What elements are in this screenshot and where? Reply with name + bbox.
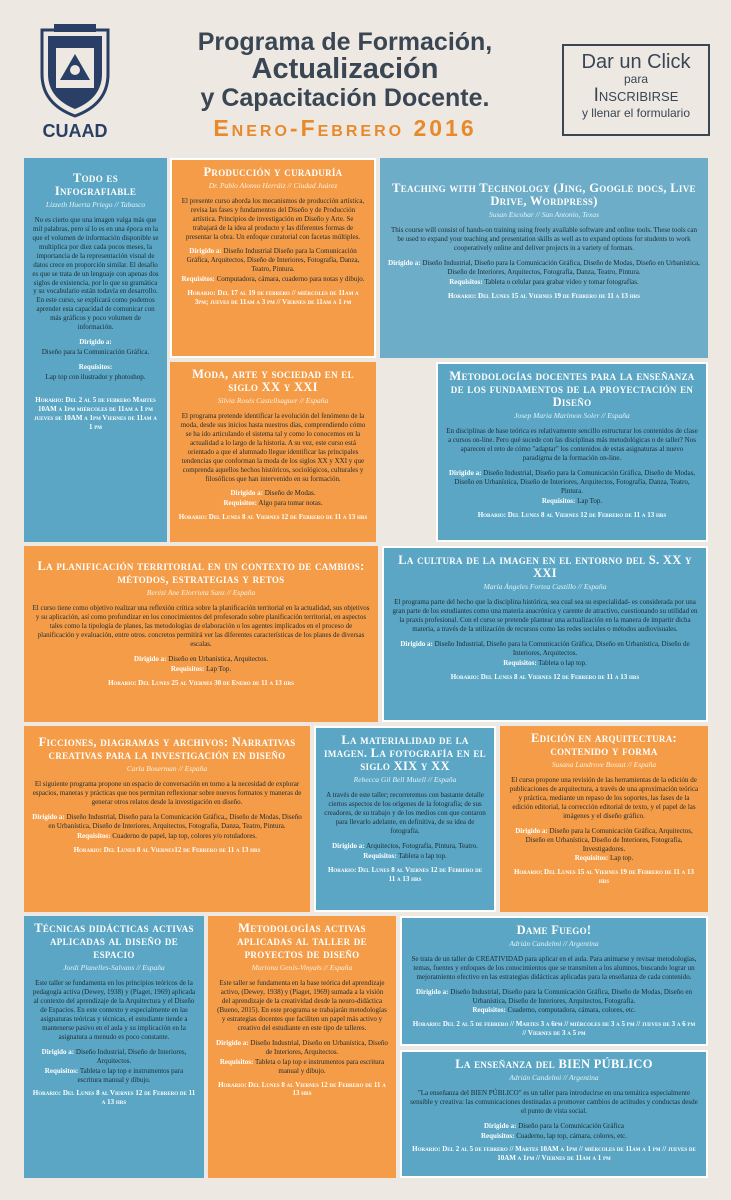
requisitos-value: Lap Top. <box>206 664 232 673</box>
course-author: Josep Maria Marimon Soler // España <box>514 411 630 421</box>
course-card-materialidad <box>314 726 496 912</box>
dirigido-label: Dirigido a: <box>216 1038 249 1047</box>
course-author: Lizzeth Huerta Priego // Tabasco <box>45 200 146 210</box>
page-title <box>150 30 540 140</box>
course-title: Dame Fuego! <box>516 923 592 937</box>
course-author: Carla Boserman // España <box>126 764 208 774</box>
course-description: No es cierto que una imagen valga más que mil palabras, pero sí lo es en una época en la que el volumen de información disponible se multiplica por diez cada pocos meses, la importancia de la representación visual de datos crece en proporción similar. El desafío es que se trata de un lenguaje con apenas dos siglos de existencia, por lo que su gramática y su vocabulario están todavía en desarrollo. En este curso, se explicará como podemos aprender esta capacidad de comunicar con más gráficos y poco volumen de información. <box>32 215 159 332</box>
shield-icon <box>34 24 116 120</box>
course-author: María Ángeles Fortea Castillo // España <box>483 582 607 592</box>
dirigido-value: Diseño de Modas. <box>264 489 316 498</box>
course-title: La enseñanza del BIEN PÚBLICO <box>455 1057 653 1071</box>
course-description: Este taller se fundamenta en la base teórica del aprendizaje activo, (Dewey, 1938) y (Piaget, 1969) sumada a la visión del aprendizaje de la creatividad desde la neuro-didáctica (Bueno, 2015). En este programa se trabajarán metodologías y estrategias docentes que faciliten un papel más activo y creativo del estudiante en este tipo de talleres. <box>217 978 387 1032</box>
course-card-moda <box>170 362 376 542</box>
course-schedule: Horario: Del Lunes 15 al Viernes 19 de Febrero de 11 a 13 hrs <box>447 291 641 300</box>
course-schedule: Horario: Del 2 al 5 de febrero // Martes 3 a 6pm // miércoles de 3 a 5 pm // jueves de 3 a 6 pm // Viernes de 3 a 5 pm <box>412 1020 696 1038</box>
course-title: La materialidad de la imagen. La fotografía en el siglo XIX y XX <box>324 733 486 774</box>
course-title: Técnicas didácticas activas aplicadas al diseño de espacio <box>34 921 194 962</box>
requisitos-label: Requisitos: <box>170 664 205 673</box>
course-description: El curso tiene como objetivo realizar una reflexión crítica sobre la planificación territorial en la actualidad, sus objetivos y su aplicación, así como profundizar en los conocimientos del profesorado sobre planificación territorial, en aspectos tales como la tipología de planes, las metodologías de elaboración o los agentes implicados en el proceso de planificación y evaluación, entre otros. concretos permitirá ver las diferentes características de los planes de diversas escalas. <box>32 603 370 648</box>
requisitos-label: Requisitos: <box>449 277 483 286</box>
course-description: El siguiente programa propone un espacio de conversación en torno a la necesidad de explorar espacios, maneras y prácticas que nos permitan reflexionar sobre nuevos formatos y maneras de generar otros relatos desde la investigación en diseño. <box>32 779 302 806</box>
dirigido-value: Diseño para la Comunicación Gráfica, Arquitectos, Diseño en Urbanística, Diseño de Interiores, Fotografía, Investigadores. <box>525 826 693 853</box>
cuaad-logo <box>34 24 116 142</box>
requisitos-value: Tableta o celular para grabar video y tomar fotografías. <box>484 277 639 286</box>
dirigido-value: Diseño en Urbanística, Arquitectos. <box>168 654 268 663</box>
title-line-3: y Capacitación Docente. <box>200 84 490 112</box>
course-schedule: Horario: Del 2 al 5 de febrero Martes 10AM a 1pm miércoles de 11am a 1 pm jueves de 10AM a 1pm Viernes de 11am a 1 pm <box>34 396 157 431</box>
register-link-box[interactable] <box>562 44 710 136</box>
dirigido-label: Dirigido a: <box>415 987 449 996</box>
course-card-produccion <box>170 158 376 358</box>
click-line-2[interactable]: para <box>623 72 649 86</box>
requisitos-label: Requisitos: <box>472 1006 506 1015</box>
dirigido-label: Dirigido a: <box>515 826 548 835</box>
requisitos-value: Computadora, cámara, cuaderno para notas y dibujo. <box>216 275 365 284</box>
course-schedule: Horario: Del Lunes 8 al Viernes 12 de Febrero de 11 a 13 hrs <box>477 510 667 519</box>
dirigido-label: Dirigido a: <box>41 1047 75 1056</box>
course-title: Moda, arte y sociedad en el siglo XX y XXI <box>192 367 354 395</box>
course-description: "La enseñanza del BIEN PÚBLICO" es un taller para introducirse en una temática especialmente sensible y creativa: las comunicaciones destinadas a promover cambios de actitudes y conductas desde el punto de vista social. <box>410 1088 698 1115</box>
requisitos-label: Requisitos: <box>44 1066 79 1075</box>
requisitos-value: Tableta o lap top e instrumentos para escritura manual y dibujo. <box>254 1057 385 1075</box>
requisitos-value: Cuaderno, lap top, cámara, colores, etc. <box>516 1131 627 1140</box>
dirigido-value: Diseño Industrial, Diseño para la Comunicación Gráfica, Diseño de Modas, Diseño en Urbanística, Diseño de Interiores, Arquitectos, Fotografía, Danza, Teatro, Pintura. <box>422 258 700 276</box>
dirigido-label: Dirigido a: <box>448 468 482 477</box>
requisitos-label: Requisitos: <box>541 496 576 505</box>
course-card-teaching-tech <box>380 158 708 358</box>
course-title: Todo es Infografiable <box>54 171 137 199</box>
course-description: El curso propone una revisión de las herramientas de la edición de publicaciones de arquitectura, a través de una aproximación teórica y práctica, mediante un repaso de los soportes, las fases de la edición editorial, la corrección editorial de texto, y el papel de las imágenes y el diseño gráfico. <box>509 775 699 820</box>
requisitos-label: Requisitos: <box>481 1131 515 1140</box>
course-title: La planificación territorial en un contexto de cambios: métodos, estrategias y retos <box>37 559 365 587</box>
dirigido-label: Dirigido a: <box>332 841 365 850</box>
course-card-edicion <box>500 726 708 912</box>
course-title: Edición en arquitectura: contenido y forma <box>531 731 677 759</box>
dirigido-value: Diseño Industrial, Diseño para la Comunicación Gráfica, Diseño en Urbanística, Diseño de Interiores, Arquitectos. <box>434 639 690 657</box>
course-card-metodologias-docentes <box>436 362 708 542</box>
dirigido-value: Diseño Industrial, Diseño en Urbanística, Diseño de Interiores, Arquitectos. <box>250 1038 388 1056</box>
course-description: El presente curso aborda los mecanismos de producción artística, revisa las fases y fundamentos del Diseño y de Producción artística. Principios de investigación en Diseño y Arte. Se trabajará de la idea al producto y las diferentes formas de presentar la obra. Un enfoque curatorial con facetas múltiples. <box>181 196 365 241</box>
requisitos-label: Requisitos: <box>503 658 537 667</box>
course-card-dame-fuego <box>400 916 708 1046</box>
requisitos-label: Requisitos: <box>574 854 609 863</box>
course-description: En disciplinas de base teórica es relativamente sencillo estructurar los contenidos de clase a cursos on-line. Pero qué sucede con las disciplinas más metodológicas o de taller? Nos aparecen el reto de cómo "adaptar" los contenidos de estas asignaturas al nuevo paradigma de la formación on-line. <box>446 426 698 462</box>
course-schedule: Horario: Del 2 al 5 de febrero // Martes 10AM a 1pm // miércoles de 11am a 1 pm // jueves de 10AM a 1pm // Viernes de 11am a 1 pm <box>412 1145 696 1163</box>
requisitos-value: Tableta o lap top. <box>538 658 587 667</box>
requisitos-label: Requisitos: <box>219 1057 254 1066</box>
title-line-2: Actualización <box>251 53 439 85</box>
dirigido-label: Dirigido a: <box>189 247 222 256</box>
course-author: Adrián Candelmi // Argentina <box>509 1073 599 1083</box>
dirigido-label: Dirigido a: <box>134 654 167 663</box>
click-line-4[interactable]: y llenar el formulario <box>581 106 691 121</box>
course-author: Mariona Genís-Vinyals // España <box>251 963 353 973</box>
course-card-ficciones <box>24 726 310 912</box>
course-author: Berézi Ane Elorrieta Sanz // España <box>146 588 256 598</box>
course-card-tecnicas <box>24 916 204 1178</box>
course-card-planificacion <box>24 546 378 722</box>
requisitos-value: Tableta o lap top e instrumentos para escritura manual y dibujo. <box>77 1066 184 1084</box>
course-schedule: Horario: Del Lunes 8 al Viernes12 de Febrero de 11 a 13 hrs <box>73 845 261 854</box>
requisitos-label: Requisitos: <box>77 831 111 840</box>
course-schedule: Horario: Del Lunes 8 al Viernes 12 de Febrero de 11 a 13 hrs <box>450 672 640 681</box>
course-title: Metodologías docentes para la enseñanza de los fundamentos de la proyectación en Diseño <box>449 369 695 410</box>
requisitos-label: Requisitos: <box>181 275 215 284</box>
dirigido-value: Diseño Industrial, Diseño para la Comunicación Gráfica,, Diseño de Modas, Diseño en Urbanística, Diseño de Interiores, Arquitectos, Fotografía, Danza, Teatro, Pintura. <box>48 812 302 830</box>
requisitos-value: Algo para tomar notas. <box>258 499 323 508</box>
dirigido-value: Diseño Industrial, Diseño para la Comunicación Gráfica, Diseño de Modas, Diseño en Urbanística, Diseño de Interiores, Arquitectos, Fotografía. <box>450 987 693 1005</box>
course-title: Teaching with Technology (Jing, Google docs, Live Drive, Wordpress) <box>392 181 696 209</box>
course-card-cultura-imagen <box>382 546 708 722</box>
course-author: Dr. Pablo Alonso Herráiz // Ciudad Juárez <box>208 181 338 191</box>
course-card-infografiable <box>24 158 167 542</box>
course-description: This course will consist of hands-on training using freely available software and online tools. These tools can be used to expand your teaching and presentation skills as well as to expand options for students to work cooperatively online and deliver projects in a variety of formats. <box>390 225 698 252</box>
title-line-1: Programa de Formación, <box>197 28 493 56</box>
course-description: Se trata de un taller de CREATIVIDAD para aplicar en el aula. Para animarse y revisar metodologías, temas, fuentes y enfoques de los conocimientos que se transmiten a los alumnos, buscando lograr un mejoramiento efectivo en las estrategias didácticas aplicadas para la enseñanza de cada contenido. <box>411 954 697 981</box>
course-schedule: Horario: Del Lunes 25 al Viernes 30 de Enero de 11 a 13 hrs <box>108 678 294 687</box>
course-description: El programa pretende identificar la evolución del fenómeno de la moda, desde sus inicios hasta nuestros días, comprendiendo cómo se ha ido articulando el sistema tal y como lo conocemos en la actualidad a lo largo de la historia. A su vez, este curso está orientado a que el alumnado llegue identificar las principales tendencias que conforman la moda de los siglos XX y XXI y que comprenda aquellos hechos históricos, sociológicos, culturales y filosóficos que han intervenido en su formación. <box>180 411 366 483</box>
dirigido-value: Diseño Industrial, Diseño de Interiores, Arquitectos. <box>75 1047 187 1065</box>
dirigido-value: Diseño Industrial Diseño para la Comunicación Gráfica, Arquitectos, Diseño de Interiores, Fotografía, Danza, Teatro, Pintura. <box>186 247 360 274</box>
course-schedule: Horario: Del Lunes 8 al Viernes 12 de Febrero de 11 a 13 hrs <box>327 865 483 883</box>
dirigido-label: Dirigido a: <box>388 258 421 267</box>
requisitos-value: Cuaderno de papel, lap top, colores y/o rotuladores. <box>112 831 257 840</box>
requisitos-value: Lap Top. <box>577 496 603 505</box>
course-card-metodologias-activas <box>208 916 396 1178</box>
dirigido-label: Dirigido a: <box>230 489 263 498</box>
click-line-3[interactable]: Inscribirse <box>593 85 679 107</box>
requisitos-value: Lap top. <box>609 854 634 863</box>
course-description: Este taller se fundamenta en los principios teóricos de la pedagogía activa (Dewey, 1938) y (Piaget, 1969) aplicada al contexto del aprendizaje de la Arquitectura y el Diseño de Espacios. En este contexto y especialmente en las asignaturas teóricas y técnicas, el estudiante tiende a mantenerse pasivo en el aula y su implicación en la asignatura a menudo es poco constante. <box>32 978 196 1041</box>
title-dates: Enero-Febrero 2016 <box>213 115 477 141</box>
course-schedule: Horario: Del 17 al 19 de febrero // miércoles de 11am a 3pm; jueves de 11am a 3 pm // Viernes de 11am a 1 pm <box>187 289 359 307</box>
requisitos-value: Cuaderno, computadora, cámara, colores, etc. <box>507 1006 636 1015</box>
course-title: Producción y curaduría <box>203 165 343 179</box>
course-title: Metodologías activas aplicadas al taller de proyectos de diseño <box>237 921 367 962</box>
course-title: La cultura de la imagen en el entorno del S. XX y XXI <box>398 553 692 581</box>
course-card-bien-publico <box>400 1050 708 1178</box>
course-schedule: Horario: Del Lunes 8 al Viernes 12 de Febrero de 11 a 13 hrs <box>218 1080 386 1098</box>
click-line-1[interactable]: Dar un Click <box>581 51 691 73</box>
logo-text: CUAAD <box>42 121 108 141</box>
course-author: Susana Landrove Bossut // España <box>551 760 657 770</box>
requisitos-label: Requisitos: <box>363 851 397 860</box>
requisitos-value: Tableta o lap top. <box>398 851 447 860</box>
dirigido-label: Dirigido a: <box>484 1121 517 1130</box>
dirigido-value: Arquitectos, Fotografía, Pintura, Teatro. <box>365 841 478 850</box>
dirigido-label: Dirigido a: <box>79 338 112 347</box>
course-schedule: Horario: Del Lunes 15 al Viernes 19 de Febrero de 11 a 13 hrs <box>513 868 695 886</box>
dirigido-value: Diseño para la Comunicación Gráfica <box>518 1121 624 1130</box>
header <box>0 0 731 152</box>
dirigido-value: Diseño Industrial, Diseño para la Comunicación Gráfica, Diseño de Modas, Diseño en Urbanística, Diseño de Interiores, Arquitectos, Fotografía, Danza, Teatro, Pintura. <box>454 468 696 495</box>
dirigido-value: Diseño para la Comunicación Gráfica. <box>41 348 150 357</box>
course-description: A través de este taller; recorreremos con bastante detalle ciertos aspectos de los orígenes de la fotografía; de sus creadores, de su trabajo y de los medios con que contaron para llevarlo adelante, en definitiva, de su idea de fotografía. <box>324 790 486 835</box>
dirigido-label: Dirigido a: <box>400 639 433 648</box>
course-schedule: Horario: Del Lunes 8 al Viernes 12 de Febrero de 11 a 13 hrs <box>32 1089 196 1107</box>
course-title: Ficciones, diagramas y archivos: Narrativas creativas para la investigación en diseño <box>38 735 296 763</box>
requisitos-value: Lap top con ilustrador y photoshop. <box>45 373 146 382</box>
course-author: Jordi Planelles-Salvans // España <box>63 963 165 973</box>
course-author: Susan Escobar // San Antonio, Texas <box>488 210 599 220</box>
requisitos-label: Requisitos: <box>78 363 113 372</box>
course-schedule: Horario: Del Lunes 8 al Viernes 12 de Febrero de 11 a 13 hrs <box>178 513 368 522</box>
course-author: Adrián Candelmi // Argentina <box>509 939 599 949</box>
requisitos-label: Requisitos: <box>223 499 257 508</box>
course-author: Silvia Rosés Castellsaguer // España <box>217 396 329 406</box>
dirigido-label: Dirigido a: <box>32 812 65 821</box>
course-description: El programa parte del hecho que la disciplina histórica, sea cual sea su especialidad- es considerada por una gran parte de los estudiantes como una materia anacrónica y carente de atractivo, cuestionando su utilidad en la praxis profesional. Con el curso se pretende plantear una actualización en la manera de impartir dicha materia, a través de la utilización de recursos como las redes sociales o métodos audiovisuales. <box>392 597 698 633</box>
course-author: Rebecca Gil Bell Mutell // España <box>353 775 457 785</box>
